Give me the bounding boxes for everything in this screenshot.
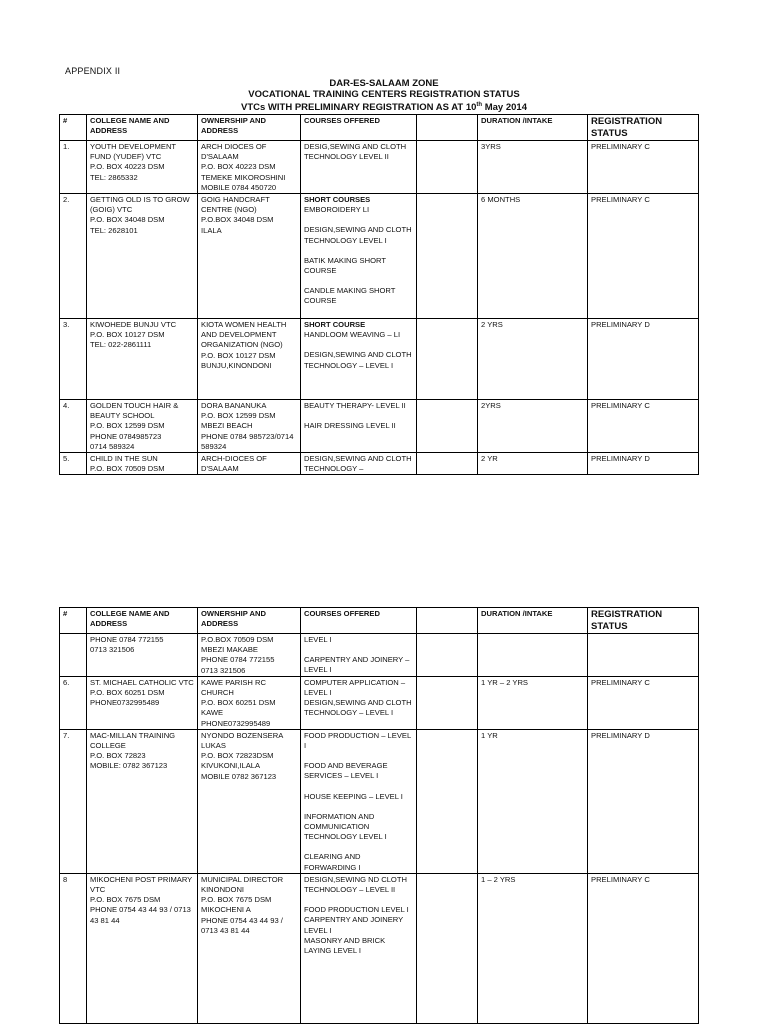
table-row — [60, 873, 699, 1023]
courses-list: HANDLOOM WEAVING – LI DESIGN,SEWING AND CLOTH TECHNOLOGY – LEVEL I — [304, 330, 412, 370]
ownership-cell: DORA BANANUKA P.O. BOX 12599 DSM MBEZI BEACH PHONE 0784 985723/0714 589324 — [198, 400, 301, 453]
zone-title: DAR-ES-SALAAM ZONE — [329, 78, 439, 89]
subtitle-date: May 2014 — [482, 102, 527, 114]
courses-cell: DESIGN,SEWING AND CLOTH TECHNOLOGY – — [301, 453, 417, 475]
college-cell: KIWOHEDE BUNJU VTC P.O. BOX 10127 DSM TEL: 022-2861111 — [87, 319, 198, 400]
blank-cell — [417, 634, 478, 677]
status-cell — [588, 634, 699, 677]
row-number — [60, 634, 87, 677]
blank-cell — [417, 873, 478, 1023]
blank-cell — [417, 141, 478, 194]
college-cell: YOUTH DEVELOPMENT FUND (YUDEF) VTC P.O. BOX 40223 DSM TEL: 2865332 — [87, 141, 198, 194]
ownership-cell: GOIG HANDCRAFT CENTRE (NGO) P.O.BOX 34048 DSM ILALA — [198, 194, 301, 319]
blank-cell — [417, 453, 478, 475]
status-cell: PRELIMINARY C — [588, 400, 699, 453]
college-cell: ST. MICHAEL CATHOLIC VTC P.O. BOX 60251 DSM PHONE0732995489 — [87, 676, 198, 729]
document-subtitle — [0, 100, 768, 113]
blank-cell — [417, 319, 478, 400]
table-header-row — [60, 608, 699, 634]
col-header-college: COLLEGE NAME AND ADDRESS — [87, 115, 198, 141]
status-cell: PRELIMINARY C — [588, 676, 699, 729]
duration-cell: 1 YR — [478, 729, 588, 873]
appendix-label: APPENDIX II — [65, 66, 121, 76]
row-number: 3. — [60, 319, 87, 400]
courses-heading: SHORT COURSE — [304, 320, 366, 330]
blank-cell — [417, 400, 478, 453]
duration-cell: 1 YR – 2 YRS — [478, 676, 588, 729]
status-cell: PRELIMINARY C — [588, 194, 699, 319]
table-row — [60, 729, 699, 873]
col-header-blank — [417, 608, 478, 634]
col-header-college: COLLEGE NAME AND ADDRESS — [87, 608, 198, 634]
courses-cell — [301, 319, 417, 400]
duration-cell: 2 YRS — [478, 319, 588, 400]
courses-heading: SHORT COURSES — [304, 195, 371, 205]
duration-cell: 1 – 2 YRS — [478, 873, 588, 1023]
duration-cell: 2 YR — [478, 453, 588, 475]
college-cell: CHILD IN THE SUN P.O. BOX 70509 DSM — [87, 453, 198, 475]
document-title: VOCATIONAL TRAINING CENTERS REGISTRATION STATUS — [248, 89, 520, 100]
courses-cell: FOOD PRODUCTION – LEVEL I FOOD AND BEVERAGE SERVICES – LEVEL I HOUSE KEEPING – LEVEL I INFORMATION AND COMMUNICATION TECHNOLOGY LEVEL I CLEARING AND FORWARDING I — [301, 729, 417, 873]
table-row — [60, 141, 699, 194]
col-header-courses: COURSES OFFERED — [301, 115, 417, 141]
col-header-ownership: OWNERSHIP AND ADDRESS — [198, 115, 301, 141]
table-row — [60, 319, 699, 400]
col-header-number: # — [60, 608, 87, 634]
registration-table-part-2 — [59, 607, 699, 1024]
duration-cell: 6 MONTHS — [478, 194, 588, 319]
table-row — [60, 400, 699, 453]
row-number: 6. — [60, 676, 87, 729]
college-cell: GETTING OLD IS TO GROW (GOIG) VTC P.O. BOX 34048 DSM TEL: 2628101 — [87, 194, 198, 319]
status-cell: PRELIMINARY C — [588, 141, 699, 194]
status-cell: PRELIMINARY D — [588, 729, 699, 873]
courses-cell: BEAUTY THERAPY- LEVEL II HAIR DRESSING LEVEL II — [301, 400, 417, 453]
status-cell: PRELIMINARY C — [588, 873, 699, 1023]
table-row — [60, 453, 699, 475]
row-number: 8 — [60, 873, 87, 1023]
ownership-cell: P.O.BOX 70509 DSM MBEZI MAKABE PHONE 0784 772155 0713 321506 — [198, 634, 301, 677]
ownership-cell: MUNICIPAL DIRECTOR KINONDONI P.O. BOX 7675 DSM MIKOCHENI A PHONE 0754 43 44 93 / 0713 43 81 44 — [198, 873, 301, 1023]
college-cell: MIKOCHENI POST PRIMARY VTC P.O. BOX 7675 DSM PHONE 0754 43 44 93 / 0713 43 81 44 — [87, 873, 198, 1023]
courses-list: EMBOROIDERY LI DESIGN,SEWING AND CLOTH TECHNOLOGY LEVEL I BATIK MAKING SHORT COURSE CANDLE MAKING SHORT COURSE — [304, 205, 412, 306]
row-number: 2. — [60, 194, 87, 319]
col-header-duration: DURATION /INTAKE — [478, 115, 588, 141]
college-cell: PHONE 0784 772155 0713 321506 — [87, 634, 198, 677]
duration-cell: 3YRS — [478, 141, 588, 194]
table-row — [60, 676, 699, 729]
col-header-duration: DURATION /INTAKE — [478, 608, 588, 634]
ownership-cell: KIOTA WOMEN HEALTH AND DEVELOPMENT ORGANIZATION (NGO) P.O. BOX 10127 DSM BUNJU,KINONDONI — [198, 319, 301, 400]
blank-cell — [417, 194, 478, 319]
subtitle-text: VTCs WITH PRELIMINARY REGISTRATION AS AT 10 — [241, 102, 477, 114]
duration-cell: 2YRS — [478, 400, 588, 453]
table-header-row — [60, 115, 699, 141]
courses-cell: LEVEL I CARPENTRY AND JOINERY – LEVEL I — [301, 634, 417, 677]
status-cell: PRELIMINARY D — [588, 453, 699, 475]
document-header — [0, 78, 768, 113]
col-header-ownership: OWNERSHIP AND ADDRESS — [198, 608, 301, 634]
status-cell: PRELIMINARY D — [588, 319, 699, 400]
row-number: 7. — [60, 729, 87, 873]
courses-cell — [301, 194, 417, 319]
duration-cell — [478, 634, 588, 677]
courses-cell: DESIG,SEWING AND CLOTH TECHNOLOGY LEVEL II — [301, 141, 417, 194]
ownership-cell: ARCH DIOCES OF D'SALAAM P.O. BOX 40223 DSM TEMEKE MIKOROSHINI MOBILE 0784 450720 — [198, 141, 301, 194]
ownership-cell: NYONDO BOZENSERA LUKAS P.O. BOX 72823DSM KIVUKONI,ILALA MOBILE 0782 367123 — [198, 729, 301, 873]
blank-cell — [417, 729, 478, 873]
courses-cell: DESIGN,SEWING ND CLOTH TECHNOLOGY – LEVEL II FOOD PRODUCTION LEVEL I CARPENTRY AND JOINERY LEVEL I MASONRY AND BRICK LAYING LEVEL I — [301, 873, 417, 1023]
blank-cell — [417, 676, 478, 729]
table-row — [60, 194, 699, 319]
row-number: 1. — [60, 141, 87, 194]
subtitle-superscript: th — [476, 102, 483, 108]
table-row — [60, 634, 699, 677]
col-header-blank — [417, 115, 478, 141]
col-header-status: REGISTRATION STATUS — [588, 115, 699, 141]
col-header-courses: COURSES OFFERED — [301, 608, 417, 634]
row-number: 5. — [60, 453, 87, 475]
row-number: 4. — [60, 400, 87, 453]
col-header-status: REGISTRATION STATUS — [588, 608, 699, 634]
ownership-cell: KAWE PARISH RC CHURCH P.O. BOX 60251 DSM KAWE PHONE0732995489 — [198, 676, 301, 729]
registration-table-part-1 — [59, 114, 699, 475]
college-cell: GOLDEN TOUCH HAIR & BEAUTY SCHOOL P.O. BOX 12599 DSM PHONE 0784985723 0714 589324 — [87, 400, 198, 453]
college-cell: MAC-MILLAN TRAINING COLLEGE P.O. BOX 72823 MOBILE: 0782 367123 — [87, 729, 198, 873]
ownership-cell: ARCH-DIOCES OF D'SALAAM — [198, 453, 301, 475]
col-header-number: # — [60, 115, 87, 141]
courses-cell: COMPUTER APPLICATION – LEVEL I DESIGN,SEWING AND CLOTH TECHNOLOGY – LEVEL I — [301, 676, 417, 729]
